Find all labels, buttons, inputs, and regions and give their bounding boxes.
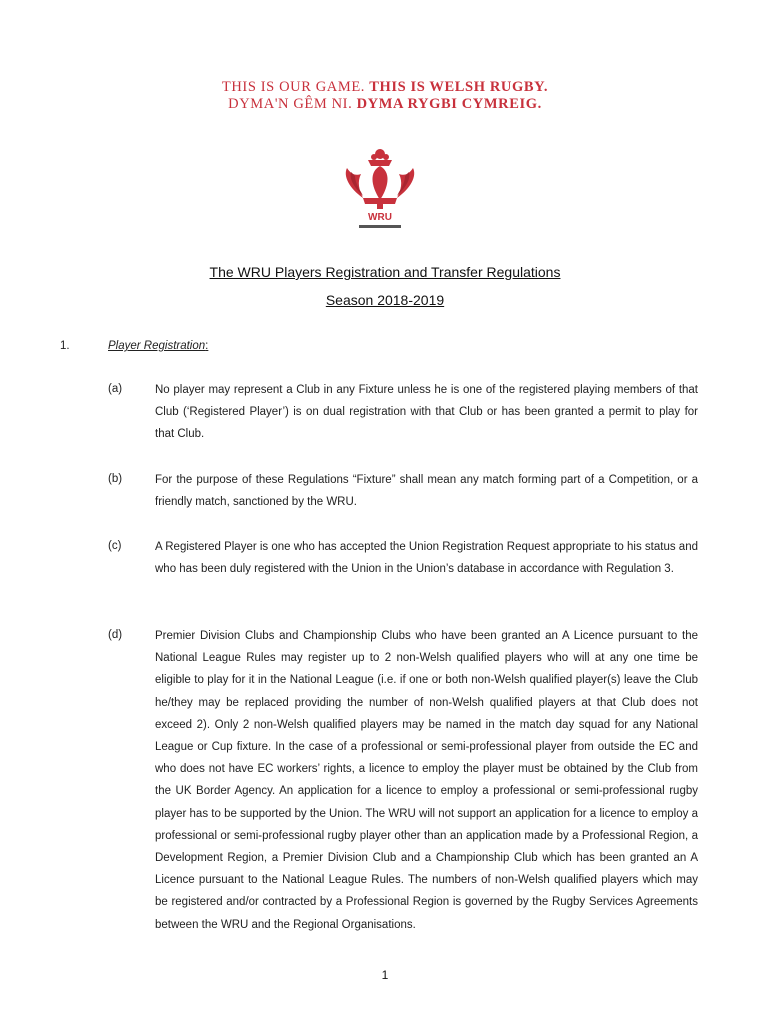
logo-text: WRU	[368, 212, 392, 223]
tagline-welsh-bold: DYMA RYGBI CYMREIG.	[356, 96, 542, 112]
section-title-colon: :	[205, 340, 209, 352]
item-label-a: (a)	[108, 383, 123, 395]
wru-logo-icon	[341, 146, 419, 232]
tagline-english-bold: THIS IS WELSH RUGBY.	[369, 79, 549, 95]
document-title: The WRU Players Registration and Transfer Regulations	[209, 264, 561, 280]
tagline-english-light: THIS IS OUR GAME.	[221, 79, 366, 95]
section-title	[108, 340, 208, 352]
tagline-welsh-light: DYMA'N GÊM NI.	[228, 96, 353, 112]
item-label-b: (b)	[108, 473, 123, 485]
item-text-d: Premier Division Clubs and Championship Clubs who have been granted an A Licence pursuant to the National League Rules may register up to 2 non-Welsh qualified players who will at any one time be eligible to play for it in the National League (i.e. if one or both non-Welsh qualified player(s) leave the Club he/they may be replaced providing the number of non-Welsh qualified players at that Club does not exceed 2). Only 2 non-Welsh qualified players may be named in the match day squad for any National League or Cup fixture. In the case of a professional or semi-professional player from outside the EC and who does not have EC workers’ rights, a licence to employ the player must be obtained by the Club from the UK Border Agency. An application for a licence to employ a professional or semi-professional rugby player has to be supported by the Union. The WRU will not support an application for a licence to employ a professional or semi-professional rugby player other than an application made by a Professional Region, a Development Region, a Premier Division Club and a Championship Club which has been granted an A Licence pursuant to the National League Rules. The numbers of non-Welsh qualified players which may be registered and/or contracted by a Professional Region is governed by the Rugby Services Agreements between the WRU and the Regional Organisations.	[155, 630, 698, 931]
document-season: Season 2018-2019	[325, 292, 445, 308]
page-number: 1	[381, 968, 389, 982]
item-label-d: (d)	[108, 629, 123, 641]
tagline-welsh	[0, 96, 770, 113]
item-text-c: A Registered Player is one who has accepted the Union Registration Request appropriate to his status and who has been duly registered with the Union in the Union’s database in accordance with Regulation 3.	[155, 541, 698, 576]
section-number: 1.	[60, 340, 70, 352]
item-text-a: No player may represent a Club in any Fixture unless he is one of the registered playing members of that Club (‘Registered Player’) is on dual registration with that Club or has been granted a permit to play for that Club.	[155, 384, 698, 441]
item-label-c: (c)	[108, 540, 122, 552]
item-text-b: For the purpose of these Regulations “Fixture” shall mean any match forming part of a Competition, or a friendly match, sanctioned by the WRU.	[155, 474, 698, 509]
tagline-english	[0, 79, 770, 96]
section-title-text: Player Registration	[108, 340, 206, 352]
